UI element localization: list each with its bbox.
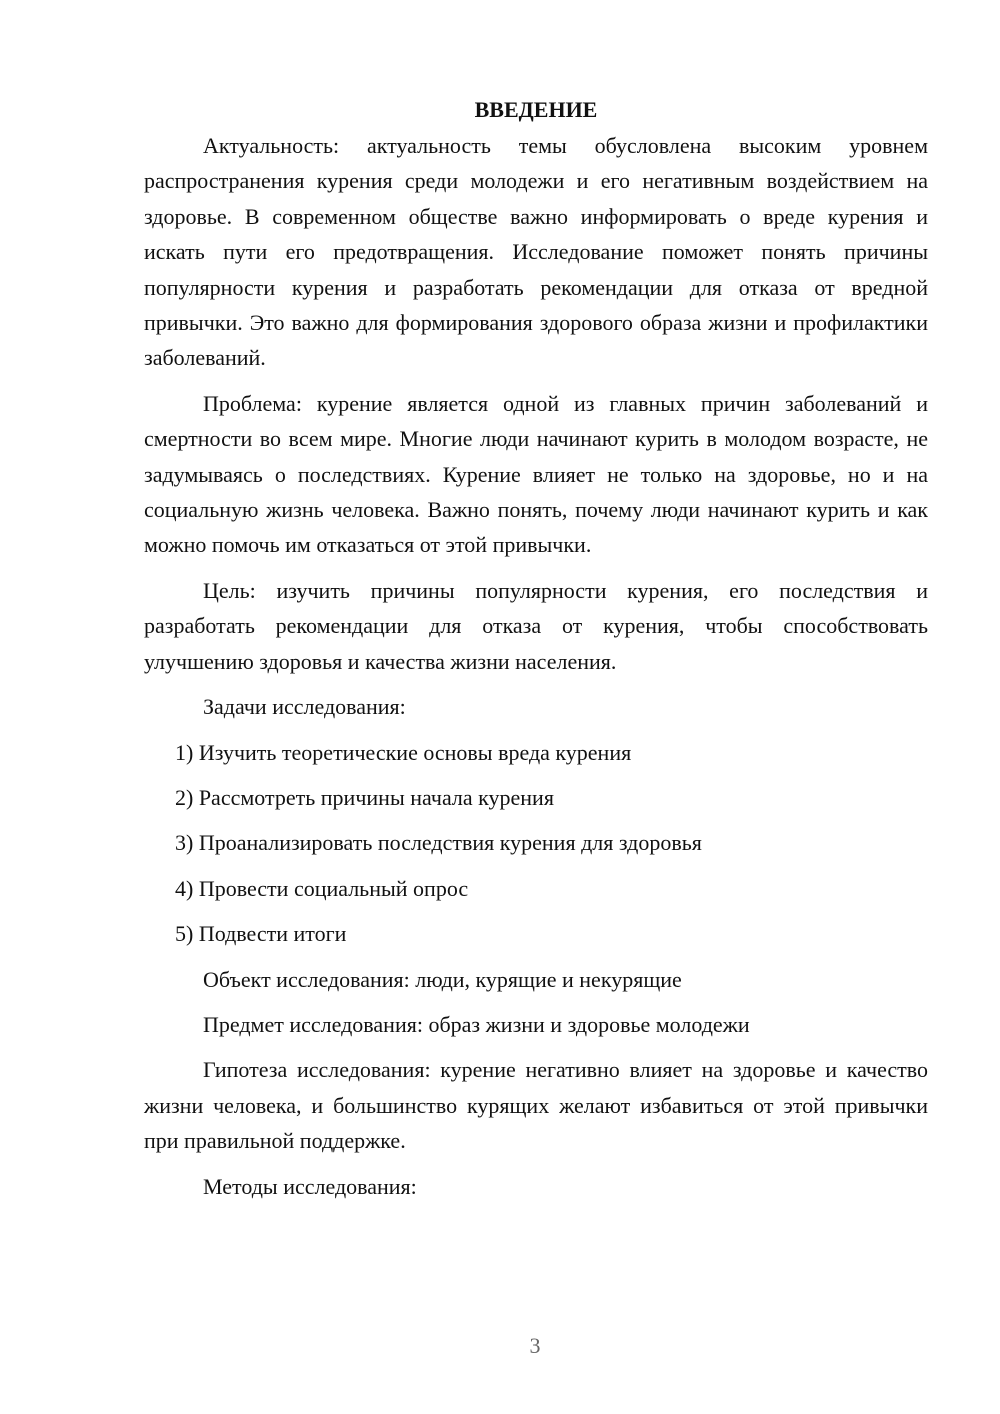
task-item-2: 2) Рассмотреть причины начала курения xyxy=(175,784,554,810)
goal-paragraph: Цель: изучить причины популярности курения, его последствия и разработать рекомендации для отказа от курения, чтобы способствовать улучшению здоровья и качества жизни населения. xyxy=(144,577,928,674)
task-item-4: 4) Провести социальный опрос xyxy=(175,875,469,901)
task-item-1: 1) Изучить теоретические основы вреда курения xyxy=(175,739,632,765)
hypothesis-paragraph: Гипотеза исследования: курение негативно влияет на здоровье и качество жизни человека, и большинство курящих желают избавиться от этой привычки при правильной поддержке. xyxy=(144,1057,928,1154)
task-item-5: 5) Подвести итоги xyxy=(175,921,347,947)
tasks-heading: Задачи исследования: xyxy=(203,694,406,720)
subject-paragraph: Предмет исследования: образ жизни и здоровье молодежи xyxy=(203,1011,750,1037)
relevance-paragraph: Актуальность: актуальность темы обусловлена высоким уровнем распространения курения среди молодежи и его негативным воздействием на здоровье. В современном обществе важно информировать о вреде курения и искать пути его предотвращения. Исследование поможет понять причины популярности курения и разработать рекомендации для отказа от вредной привычки. Это важно для формирования здорового образа жизни и профилактики заболеваний. xyxy=(144,133,928,371)
page-title: ВВЕДЕНИЕ xyxy=(474,97,598,122)
object-paragraph: Объект исследования: люди, курящие и некурящие xyxy=(203,966,682,992)
tasks-list xyxy=(144,735,928,952)
problem-paragraph: Проблема: курение является одной из главных причин заболеваний и смертности во всем мире. Многие люди начинают курить в молодом возрасте, не задумываясь о последствиях. Курение влияет не только на здоровье, но и на социальную жизнь человека. Важно понять, почему люди начинают курить и как можно помочь им отказаться от этой привычки. xyxy=(144,390,928,558)
document-page xyxy=(144,94,928,1214)
methods-heading: Методы исследования: xyxy=(203,1173,417,1199)
page-number: 3 xyxy=(529,1333,541,1358)
task-item-3: 3) Проанализировать последствия курения для здоровья xyxy=(175,830,702,856)
